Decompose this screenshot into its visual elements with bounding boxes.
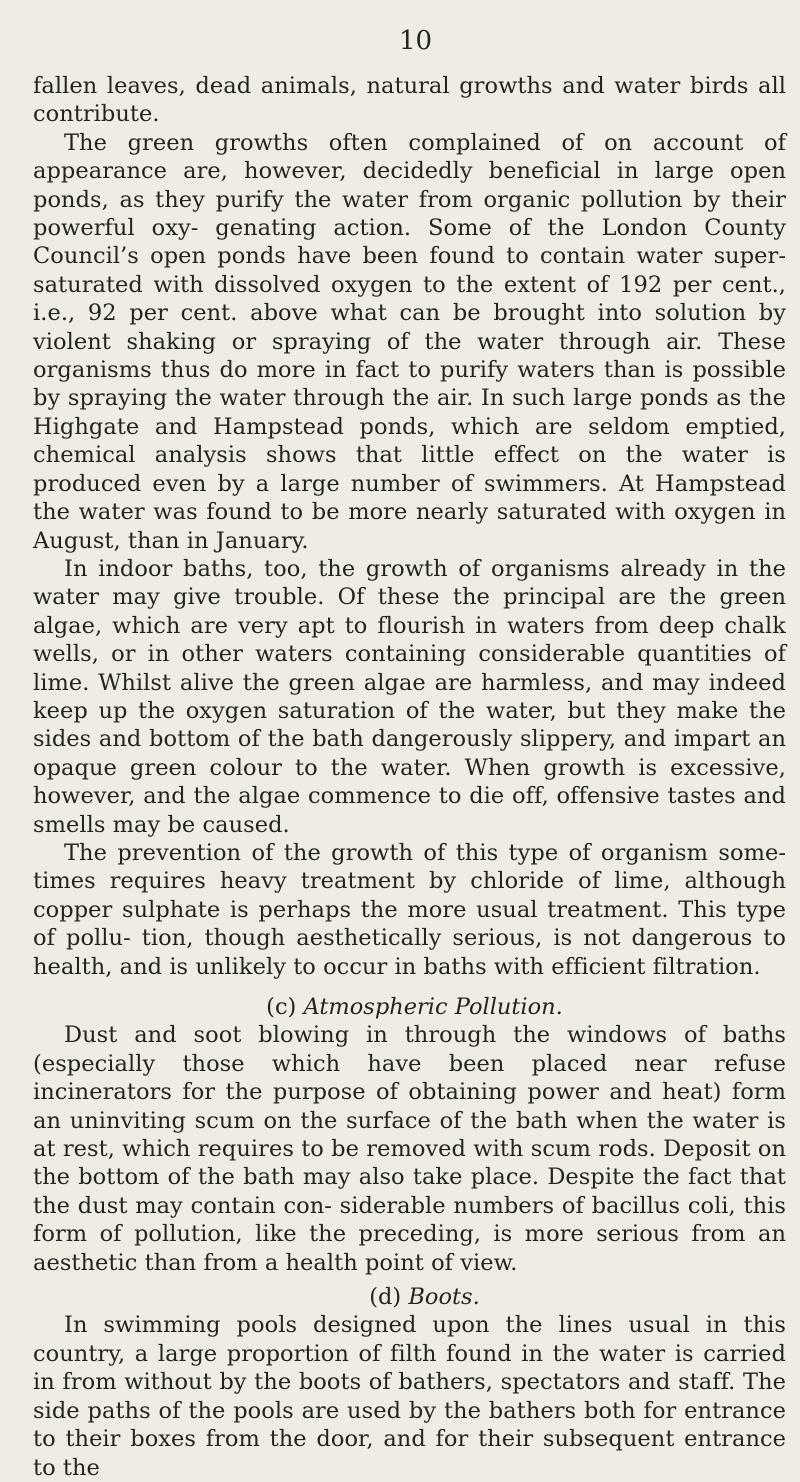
page-number: 10 [398,26,433,56]
paragraph-atmospheric-pollution: Dust and soot blowing in through the windows of baths (especially those which have been placed near refuse incinerators for the purpose of obtaining power and heat) form an uninviting scum on the surface of the bath when the water is at rest, which requires to be removed with scum rods. Deposit on the bottom of the bath may also take place. Despite the fact that the dust may contain con- siderable numbers of bacillus coli, this form of pollution, like the preceding, is more serious from an aesthetic than from a health point of view. [33,1022,786,1276]
paragraph-continuation: fallen leaves, dead animals, natural growths and water birds all contribute. [33,73,786,128]
paragraph-prevention: The prevention of the growth of this type of organism some- times requires heavy treatment by chloride of lime, although copper sulphate is perhaps the more usual treatment. This type of pollu- tion, though aesthetically serious, is not dangerous to health, and is unlikely to occur in baths with efficient filtration. [33,839,786,980]
paragraph-boots: In swimming pools designed upon the lines usual in this country, a large proportion of filth found in the water is carried in from without by the boots of bathers, spectators and staff. The side paths of the pools are used by the bathers both for entrance to their boxes from the door, and for their subsequent entrance to the [33,1312,786,1481]
section-heading-c [33,993,786,1021]
section-title-c: Atmospheric Pollution. [303,994,563,1020]
paragraph-indoor-baths: In indoor baths, too, the growth of organisms already in the water may give trouble. Of these the principal are the green algae, which are very apt to flourish in waters from deep chalk wells, or in other waters containing considerable quantities of lime. Whilst alive the green algae are harmless, and may indeed keep up the oxygen saturation of the water, but they make the sides and bottom of the bath dangerously slippery, and impart an opaque green colour to the water. When growth is excessive, however, and the algae commence to die off, offensive tastes and smells may be caused. [33,555,786,838]
section-tag-c: (c) [266,994,297,1020]
section-tag-d: (d) [369,1284,402,1311]
section-title-d: Boots. [408,1284,480,1311]
paragraph-green-growths: The green growths often complained of on account of appearance are, however, decidedly beneficial in large open ponds, as they purify the water from organic pollution by their powerful oxy- genating action. Some of the London County Council’s open ponds have been found to contain water super-saturated with dissolved oxygen to the extent of 192 per cent., i.e., 92 per cent. above what can be brought into solution by violent shaking or spraying of the water through air. These organisms thus do more in fact to purify waters than is possible by spraying the water through the air. In such large ponds as the Highgate and Hampstead ponds, which are seldom emptied, chemical analysis shows that little effect on the water is produced even by a large number of swimmers. At Hampstead the water was found to be more nearly saturated with oxygen in August, than in January. [33,129,786,554]
section-heading-d [33,1283,786,1311]
